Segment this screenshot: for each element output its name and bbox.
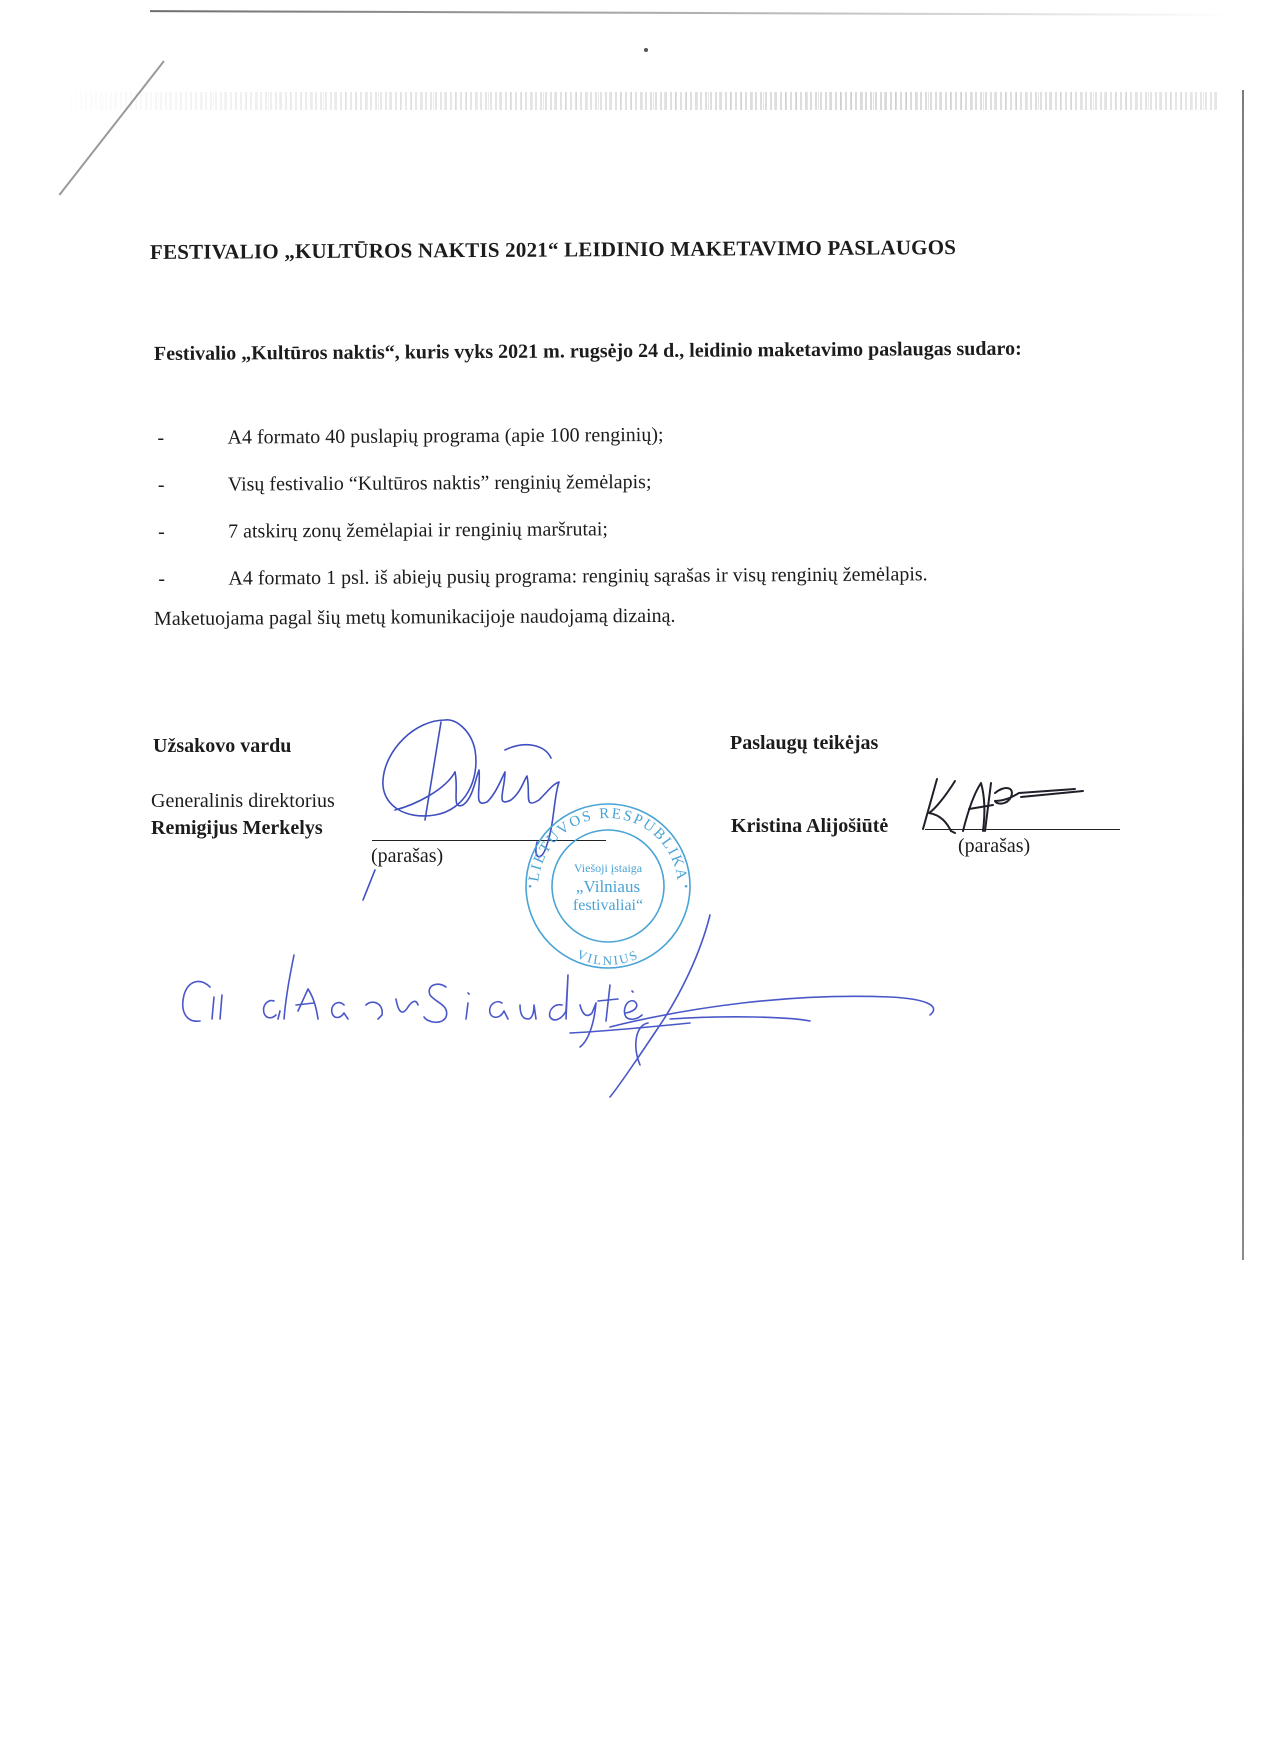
list-item-text: 7 atskirų zonų žemėlapiai ir renginių maršrutai; — [228, 518, 609, 543]
list-bullet: - — [158, 520, 165, 543]
client-name: Remigijus Merkelys — [151, 817, 323, 839]
client-heading: Užsakovo vardu — [153, 735, 292, 757]
scan-noise — [70, 92, 1220, 110]
list-item — [158, 465, 1158, 518]
stamp-outer-text: LIETUVOS RESPUBLIKA — [526, 805, 690, 883]
list-bullet: - — [157, 426, 165, 450]
stamp-line-2: „Vilniaus — [575, 877, 641, 896]
list-bullet: - — [157, 473, 165, 497]
provider-signature-label: (parašas) — [958, 835, 1031, 857]
list-item — [157, 418, 1157, 471]
scan-edge-line — [150, 10, 1230, 16]
svg-text:•: • — [684, 881, 688, 893]
provider-signature — [915, 775, 1105, 835]
provider-heading: Paslaugų teikėjas — [730, 732, 879, 754]
stamp-line-3: festivaliai“ — [572, 897, 644, 914]
intro-paragraph: Festivalio „Kultūros naktis“, kuris vyks 2021 m. rugsėjo 24 d., leidinio maketavimo paslaugas sudaro: — [153, 337, 1022, 365]
stamp-bottom-text: VILNIUS — [574, 946, 642, 969]
svg-text:•: • — [528, 881, 532, 893]
handwritten-name-signature — [170, 915, 1020, 1115]
stamp-line-1: Viešoji įstaiga — [573, 861, 643, 875]
list-item-text: Visų festivalio “Kultūros naktis” renginių žemėlapis; — [227, 470, 652, 496]
scan-fold-line — [59, 60, 165, 195]
client-position: Generalinis direktorius — [151, 790, 335, 812]
client-signature-label: (parašas) — [371, 845, 444, 867]
document-title: FESTIVALIO „KULTŪROS NAKTIS 2021“ LEIDINIO MAKETAVIMO PASLAUGOS — [149, 235, 957, 264]
list-item-text: A4 formato 1 psl. iš abiejų pusių programa: renginių sąrašas ir visų renginių žemėlapis. — [228, 563, 928, 590]
list-item-text: A4 formato 40 puslapių programa (apie 100 renginių); — [227, 423, 664, 449]
closing-note: Maketuojama pagal šių metų komunikacijoje naudojamą dizainą. — [153, 604, 676, 630]
list-bullet: - — [158, 567, 166, 590]
list-item — [158, 512, 1158, 565]
scan-right-edge — [1242, 90, 1244, 1260]
services-list — [157, 418, 1158, 612]
provider-name: Kristina Alijošiūtė — [731, 815, 889, 837]
scan-speck — [644, 48, 648, 52]
